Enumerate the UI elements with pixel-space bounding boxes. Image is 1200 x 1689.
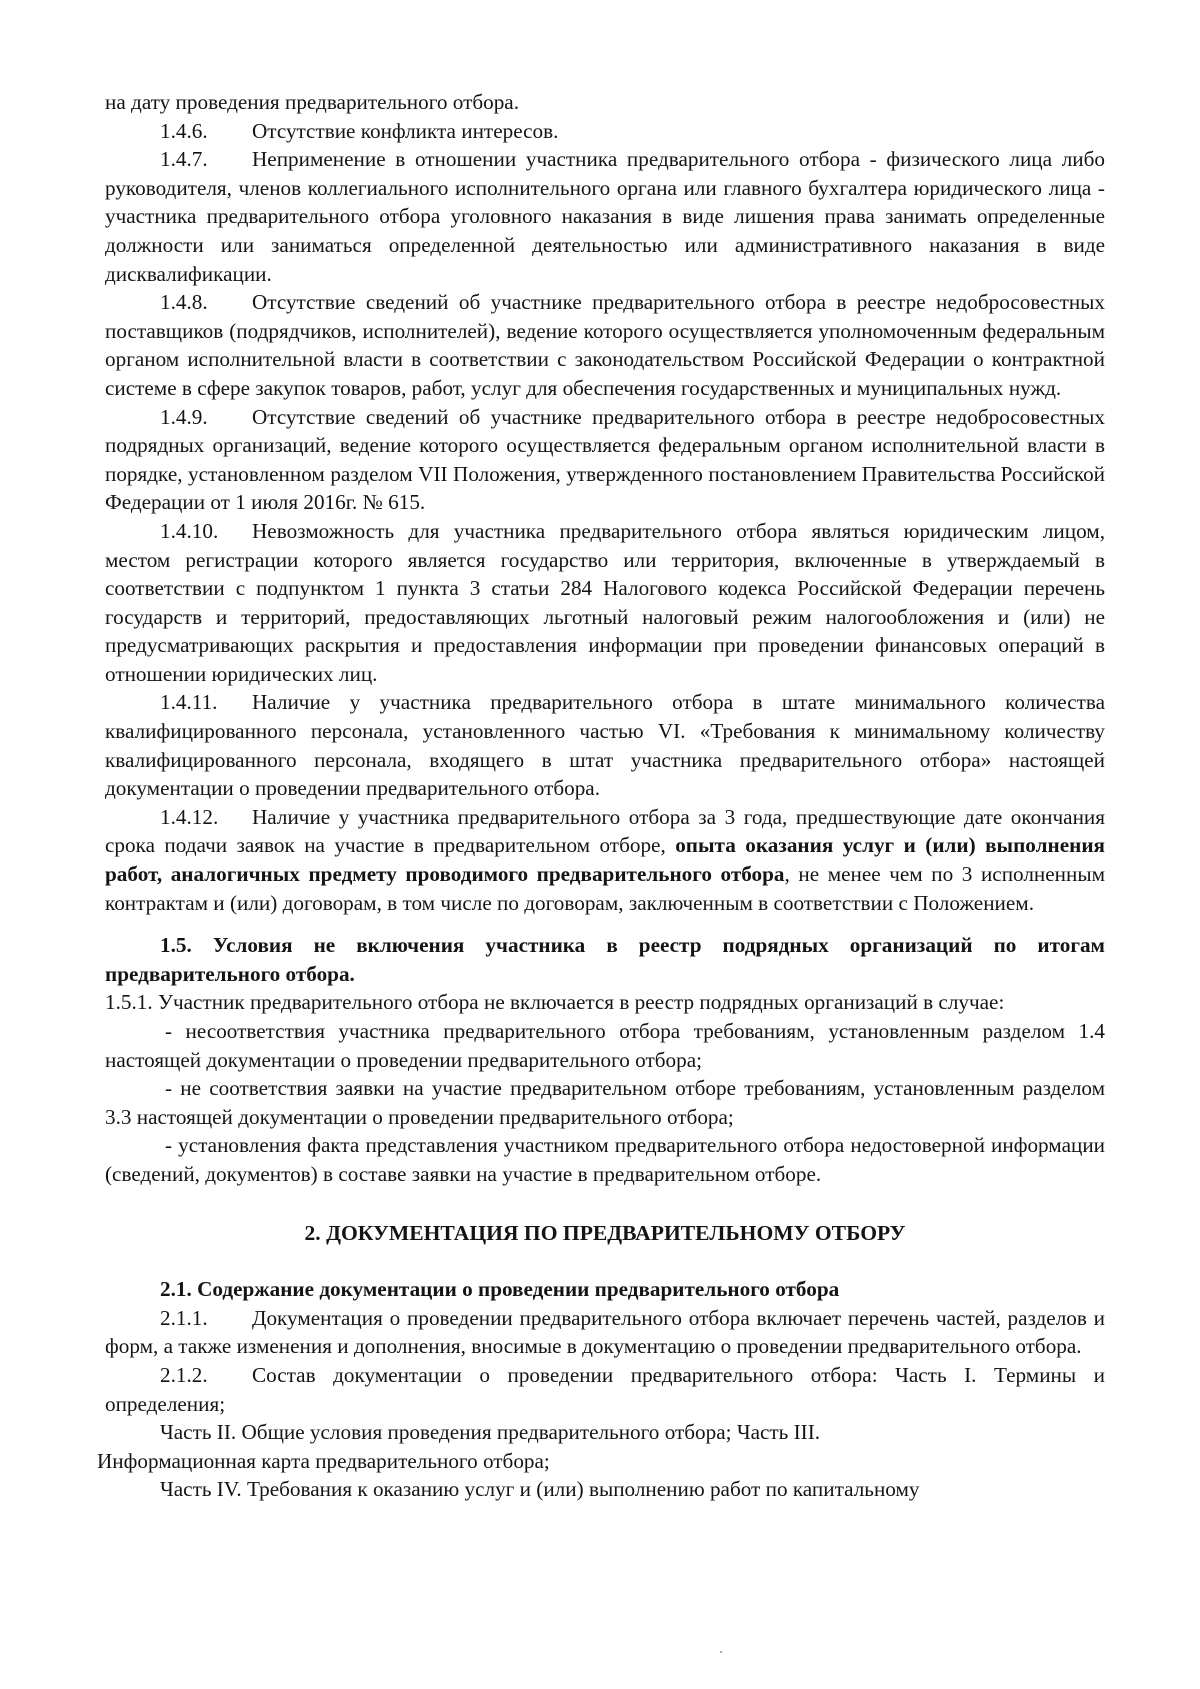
item-number: 1.4.10.: [160, 518, 219, 543]
part-2-line-2: Информационная карта предварительного отбора;: [97, 1448, 550, 1473]
item-text: Документация о проведении предварительного отбора включает перечень частей, разделов и форм, а также изменения и дополнения, вносимые в документацию о проведении предварительного отбора.: [105, 1305, 1105, 1359]
item-text: Невозможность для участника предварительного отбора являться юридическим лицом, местом регистрации которого является государство или территория, включенные в утверждаемый в соответствии с подпунктом 1 пункта 3 статьи 284 Налогового кодекса Российской Федерации перечень государств и территорий, предоставляющих льготный налоговый режим налогообложения и (или) не предусматривающих раскрытия и предоставления информации при проведении финансовых операций в отношении юридических лиц.: [105, 518, 1105, 686]
scan-speck: [720, 1651, 722, 1653]
item-number: 1.4.6.: [160, 118, 208, 143]
item-1-4-6: [105, 117, 1105, 146]
item-text: Состав документации о проведении предварительного отбора: Часть I. Термины и определения;: [105, 1362, 1105, 1416]
item-2-1-1: [105, 1304, 1105, 1361]
item-1-4-10: [105, 517, 1105, 689]
item-number: 1.4.8.: [160, 290, 208, 315]
spacer: [105, 917, 1105, 931]
item-2-1-2: [105, 1361, 1105, 1418]
item-number: 2.1.2.: [160, 1362, 208, 1387]
document-page: [97, 88, 1105, 1504]
item-number: 1.4.12.: [160, 804, 219, 829]
item-bold-text: опыта оказания услуг и (или) выполнения работ, аналогичных предмету проводимого предварительного отбора: [105, 833, 1105, 887]
bullet-3: - установления факта представления участником предварительного отбора недостоверной информации (сведений, документов) в составе заявки на участие в предварительном отборе.: [105, 1133, 1105, 1186]
item-number: 1.4.11.: [160, 690, 218, 715]
item-1-4-8: [105, 288, 1105, 402]
item-text: Неприменение в отношении участника предварительного отбора - физического лица либо руководителя, членов коллегиального исполнительного органа или главного бухгалтера юридического лица - участника предварительного отбора уголовного наказания в виде лишения права занимать определенные должности или заниматься определенной деятельностью или административного наказания в виде дисквалификации.: [105, 147, 1105, 286]
item-number: 1.4.9.: [160, 404, 208, 429]
item-1-4-12: [105, 803, 1105, 917]
part-4-text: Часть IV. Требования к оказанию услуг и (или) выполнению работ по капитальному: [160, 1477, 920, 1502]
item-text: Отсутствие сведений об участнике предварительного отбора в реестре недобросовестных подрядных организаций, ведение которого осуществляется федеральным органом исполнительной власти в порядке, установленном разделом VII Положения, утвержденного постановлением Правительства Российской Федерации от 1 июля 2016г. № 615.: [105, 404, 1105, 515]
item-number: 1.4.7.: [160, 147, 208, 172]
item-text-tail: , не менее чем по 3 исполненным контрактам и (или) договорам, в том числе по договорам, заключенным в соответствии с Положением.: [105, 862, 1105, 915]
section-2-heading: 2. ДОКУМЕНТАЦИЯ ПО ПРЕДВАРИТЕЛЬНОМУ ОТБОРУ: [304, 1220, 906, 1245]
item-text: Наличие у участника предварительного отбора за 3 года, предшествующие дате окончания срока подачи заявок на участие в предварительном отборе,: [105, 804, 1105, 858]
bullet-1: - несоответствия участника предварительного отбора требованиям, установленным разделом 1.4 настоящей документации о проведении предварительного отбора;: [105, 1019, 1105, 1072]
item-text: Наличие у участника предварительного отбора в штате минимального количества квалифицированного персонала, установленного частью VI. «Требования к минимальному количеству квалифицированного персонала, входящего в штат участника предварительного отбора» настоящей документации о проведении предварительного отбора.: [105, 690, 1105, 801]
item-1-4-9: [105, 403, 1105, 517]
part-2-line-1: Часть II. Общие условия проведения предварительного отбора; Часть III.: [160, 1420, 821, 1445]
item-text: Отсутствие конфликта интересов.: [252, 118, 559, 143]
item-1-4-11: [105, 688, 1105, 802]
section-2-1-heading: 2.1. Содержание документации о проведении предварительного отбора: [160, 1277, 840, 1302]
item-1-4-7: [105, 145, 1105, 288]
bullet-2: - не соответствия заявки на участие предварительном отборе требованиям, установленным разделом 3.3 настоящей документации о проведении предварительного отбора;: [105, 1076, 1105, 1129]
section-1-5-heading: 1.5. Условия не включения участника в реестр подрядных организаций по итогам предварительного отбора.: [105, 933, 1105, 986]
item-1-5-1: 1.5.1. Участник предварительного отбора не включается в реестр подрядных организаций в случае:: [105, 990, 1005, 1015]
item-text: Отсутствие сведений об участнике предварительного отбора в реестре недобросовестных поставщиков (подрядчиков, исполнителей), ведение которого осуществляется уполномоченным федеральным органом исполнительной власти в соответствии с законодательством Российской Федерации о контрактной системе в сфере закупок товаров, работ, услуг для обеспечения государственных и муниципальных нужд.: [105, 290, 1105, 400]
paragraph-continuation: на дату проведения предварительного отбора.: [105, 90, 520, 114]
item-number: 2.1.1.: [160, 1305, 208, 1330]
